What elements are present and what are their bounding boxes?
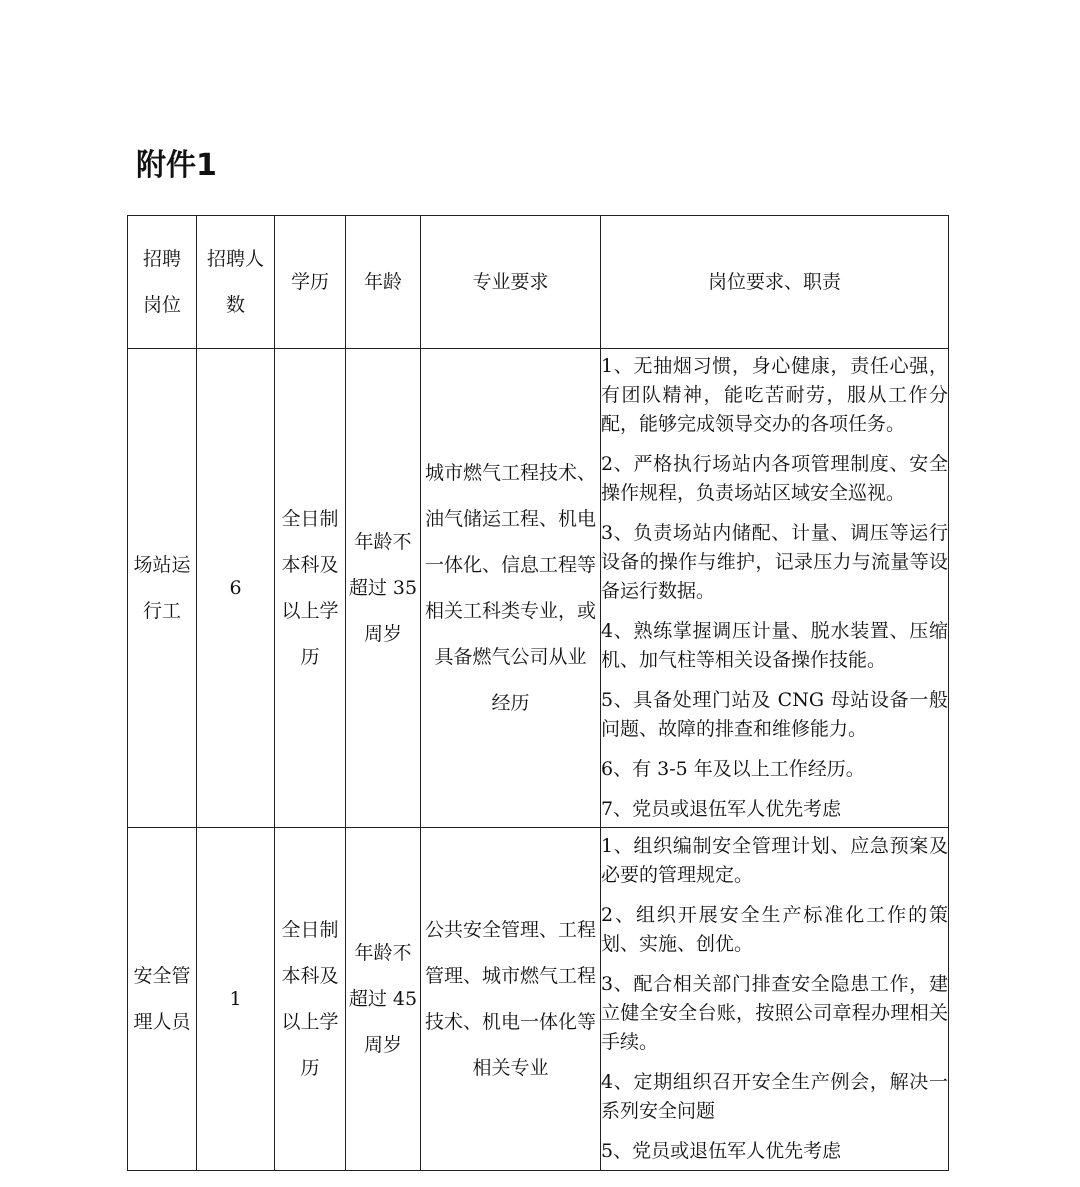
cell-major: 公共安全管理、工程 管理、城市燃气工程 技术、机电一体化等 相关专业 bbox=[421, 828, 601, 1171]
cell-education: 全日制 本科及 以上学 历 bbox=[275, 828, 346, 1171]
cell-age: 年龄不 超过 35 周岁 bbox=[346, 349, 421, 828]
recruitment-table bbox=[127, 215, 949, 1171]
header-major: 专业要求 bbox=[421, 216, 601, 349]
cell-count: 6 bbox=[197, 349, 275, 828]
cell-major: 城市燃气工程技术、 油气储运工程、机电 一体化、信息工程等 相关工科类专业，或 具备燃气公司从业 经历 bbox=[421, 349, 601, 828]
cell-position: 场站运 行工 bbox=[128, 349, 197, 828]
duty-item: 7、党员或退伍军人优先考虑 bbox=[601, 798, 842, 820]
header-position: 招聘 岗位 bbox=[128, 216, 197, 349]
duty-item: 2、组织开展安全生产标准化工作的策划、实施、创优。 bbox=[601, 904, 948, 955]
cell-duties bbox=[601, 828, 949, 1171]
duty-item: 3、配合相关部门排查安全隐患工作，建立健全安全台账，按照公司章程办理相关手续。 bbox=[601, 973, 948, 1053]
cell-count: 1 bbox=[197, 828, 275, 1171]
duty-item: 1、无抽烟习惯，身心健康，责任心强，有团队精神，能吃苦耐劳，服从工作分配，能够完成领导交办的各项任务。 bbox=[601, 355, 948, 435]
cell-duties bbox=[601, 349, 949, 828]
header-count: 招聘人 数 bbox=[197, 216, 275, 349]
header-duties: 岗位要求、职责 bbox=[601, 216, 949, 349]
table-row bbox=[128, 828, 949, 1171]
table-row bbox=[128, 349, 949, 828]
table-header-row bbox=[128, 216, 949, 349]
cell-age: 年龄不 超过 45 周岁 bbox=[346, 828, 421, 1171]
header-age: 年龄 bbox=[346, 216, 421, 349]
cell-education: 全日制 本科及 以上学 历 bbox=[275, 349, 346, 828]
duty-item: 2、严格执行场站内各项管理制度、安全操作规程，负责场站区域安全巡视。 bbox=[601, 453, 948, 504]
duty-item: 4、熟练掌握调压计量、脱水装置、压缩机、加气柱等相关设备操作技能。 bbox=[601, 620, 948, 671]
duty-item: 1、组织编制安全管理计划、应急预案及必要的管理规定。 bbox=[601, 835, 948, 886]
document-title: 附件1 bbox=[136, 148, 217, 183]
duty-item: 5、具备处理门站及 CNG 母站设备一般问题、故障的排查和维修能力。 bbox=[601, 689, 948, 740]
duty-item: 3、负责场站内储配、计量、调压等运行设备的操作与维护，记录压力与流量等设备运行数据。 bbox=[601, 522, 948, 602]
duty-item: 5、党员或退伍军人优先考虑 bbox=[601, 1140, 842, 1162]
cell-position: 安全管 理人员 bbox=[128, 828, 197, 1171]
duty-item: 6、有 3-5 年及以上工作经历。 bbox=[601, 758, 865, 780]
header-education: 学历 bbox=[275, 216, 346, 349]
duty-item: 4、定期组织召开安全生产例会，解决一系列安全问题 bbox=[601, 1071, 948, 1122]
